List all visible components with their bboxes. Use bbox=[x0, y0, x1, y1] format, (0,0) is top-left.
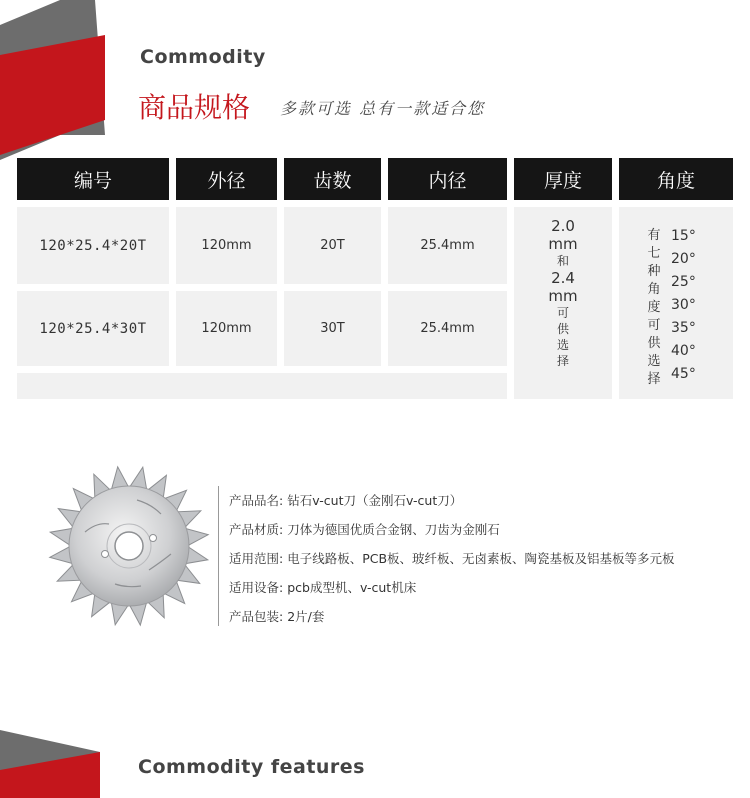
column-header-code: 编号 bbox=[17, 158, 169, 200]
table-cell-inner: 25.4mm bbox=[388, 207, 507, 284]
product-label: 产品包装: bbox=[229, 609, 284, 624]
column-header-inner: 内径 bbox=[388, 158, 507, 200]
product-label: 产品品名: bbox=[229, 493, 284, 508]
table-empty-row bbox=[17, 373, 507, 399]
angle-value: 30° bbox=[671, 297, 696, 313]
thickness-note-char: 可 bbox=[556, 306, 569, 320]
thickness-unit-1: mm bbox=[548, 235, 578, 253]
angle-value: 15° bbox=[671, 228, 696, 244]
column-header-teeth: 齿数 bbox=[284, 158, 381, 200]
table-cell-code: 120*25.4*20T bbox=[17, 207, 169, 284]
angle-note-char: 可 bbox=[647, 318, 661, 333]
table-cell-thickness bbox=[514, 207, 612, 399]
angle-values bbox=[671, 225, 696, 386]
thickness-value-1: 2.0 bbox=[551, 217, 575, 235]
column-header-outer: 外径 bbox=[176, 158, 277, 200]
angle-note-char: 七 bbox=[647, 246, 661, 261]
angle-note-char: 度 bbox=[647, 300, 661, 315]
header-decoration bbox=[0, 0, 110, 160]
table-cell-inner: 25.4mm bbox=[388, 291, 507, 366]
product-value: 2片/套 bbox=[287, 609, 325, 624]
angle-value: 40° bbox=[671, 343, 696, 359]
product-value: 钻石v-cut刀（金刚石v-cut刀） bbox=[287, 493, 463, 508]
product-value: 刀体为德国优质合金钢、刀齿为金刚石 bbox=[287, 522, 500, 537]
table-cell-angle bbox=[619, 207, 733, 399]
footer-title-en: Commodity features bbox=[138, 756, 365, 778]
thickness-note-char: 供 bbox=[556, 322, 569, 336]
angle-value: 35° bbox=[671, 320, 696, 336]
section-subtitle: 多款可选 总有一款适合您 bbox=[280, 99, 486, 118]
product-value: 电子线路板、PCB板、玻纤板、无卤素板、陶瓷基板及铝基板等多元板 bbox=[287, 551, 675, 566]
angle-note bbox=[647, 227, 661, 389]
product-label: 产品材质: bbox=[229, 522, 284, 537]
thickness-note-char: 择 bbox=[556, 354, 569, 368]
saw-blade-image bbox=[45, 462, 213, 630]
thickness-note-char: 选 bbox=[556, 338, 569, 352]
section-title-cn: 商品规格 bbox=[138, 91, 251, 124]
angle-note-char: 择 bbox=[647, 372, 661, 387]
product-info-row bbox=[229, 544, 675, 573]
thickness-value-2: 2.4 bbox=[551, 269, 575, 287]
product-info-row bbox=[229, 602, 675, 631]
product-info-row bbox=[229, 515, 675, 544]
product-info-row bbox=[229, 486, 675, 515]
thickness-unit-2: mm bbox=[548, 287, 578, 305]
angle-note-char: 有 bbox=[647, 228, 661, 243]
product-label: 适用设备: bbox=[229, 580, 284, 595]
footer-decoration bbox=[0, 730, 110, 798]
angle-note-char: 种 bbox=[647, 264, 661, 279]
angle-value: 25° bbox=[671, 274, 696, 290]
table-cell-outer: 120mm bbox=[176, 207, 277, 284]
angle-note-char: 供 bbox=[647, 336, 661, 351]
product-info-row bbox=[229, 573, 675, 602]
angle-note-char: 角 bbox=[647, 282, 661, 297]
table-cell-outer: 120mm bbox=[176, 291, 277, 366]
section-title-en: Commodity bbox=[140, 46, 266, 68]
product-label: 适用范围: bbox=[229, 551, 284, 566]
column-header-angle: 角度 bbox=[619, 158, 733, 200]
table-cell-teeth: 30T bbox=[284, 291, 381, 366]
angle-note-char: 选 bbox=[647, 354, 661, 369]
product-info bbox=[218, 486, 675, 626]
thickness-and: 和 bbox=[556, 254, 569, 268]
angle-value: 20° bbox=[671, 251, 696, 267]
table-cell-code: 120*25.4*30T bbox=[17, 291, 169, 366]
column-header-thickness: 厚度 bbox=[514, 158, 612, 200]
product-value: pcb成型机、v-cut机床 bbox=[287, 580, 417, 595]
angle-value: 45° bbox=[671, 366, 696, 382]
table-cell-teeth: 20T bbox=[284, 207, 381, 284]
